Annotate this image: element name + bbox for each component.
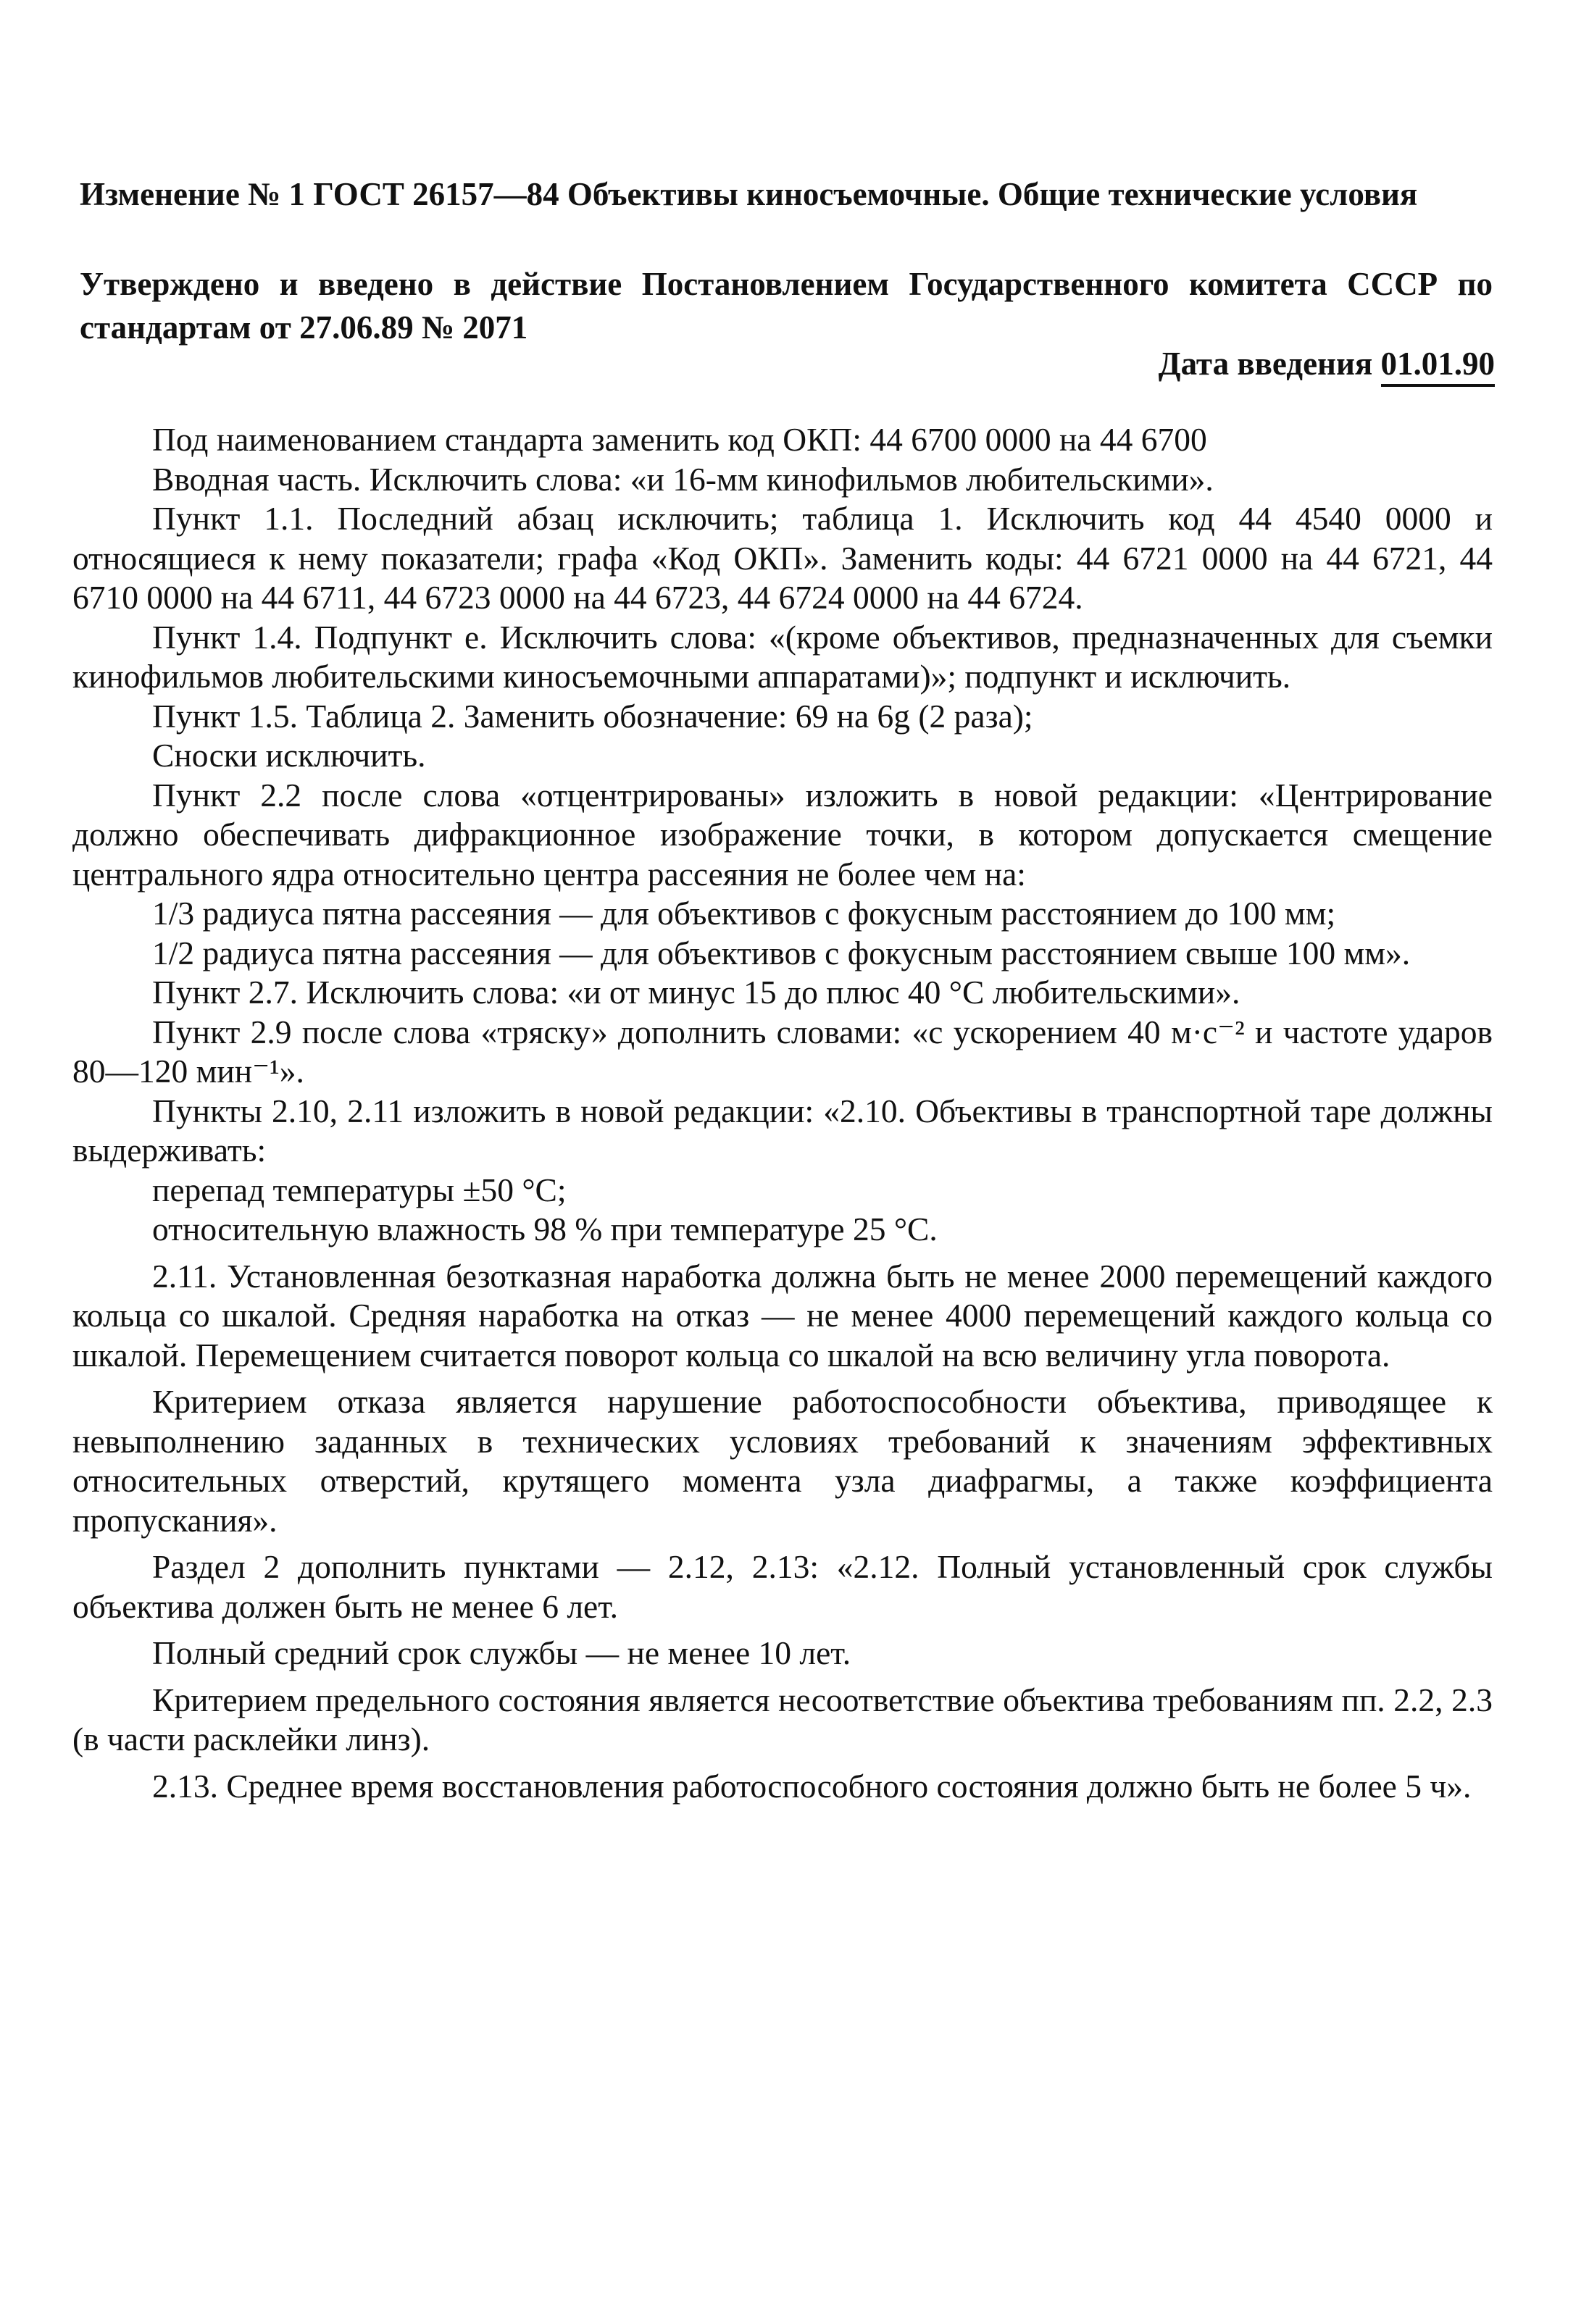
effective-date (1159, 342, 1495, 388)
paragraph: Критерием предельного состояния является несоответствие объектива требованиям пп. 2.2, 2.3 (в части расклейки линз). (72, 1681, 1493, 1757)
paragraph: Критерием отказа является нарушение работоспособности объектива, приводящее к невыполнению заданных в технических условиях требований к значениям эффективных относительных отверстий, крутящего момента узла диафрагмы, а также коэффициента пропускания». (72, 1383, 1493, 1539)
amendment-body (72, 420, 1493, 1806)
paragraph: Пункты 2.10, 2.11 изложить в новой редакции: «2.10. Объективы в транспортной таре должны выдерживать: (72, 1092, 1493, 1169)
paragraph: Вводная часть. Исключить слова: «и 16-мм кинофильмов любительскими». (152, 460, 1214, 498)
approval-statement: Утверждено и введено в действие Постановлением Государственного комитета СССР по стандартам от 27.06.89 № 2071 (80, 266, 1493, 346)
paragraph: Пункт 1.1. Последний абзац исключить; таблица 1. Исключить код 44 4540 0000 и относящиеся к нему показатели; графа «Код ОКП». Заменить коды: 44 6721 0000 на 44 6721, 44 6710 0000 на 44 6711, 44 6723 0000 на 44 6723, 44 6724 0000 на 44 6724. (72, 500, 1493, 616)
paragraph: перепад температуры ±50 °С; (152, 1171, 567, 1208)
paragraph: Пункт 2.7. Исключить слова: «и от минус 15 до плюс 40 °С любительскими». (152, 974, 1240, 1011)
paragraph: 2.13. Среднее время восстановления работоспособного состояния должно быть не более 5 ч». (152, 1767, 1472, 1805)
paragraph: Пункт 2.9 после слова «тряску» дополнить словами: «с ускорением 40 м·с⁻² и частоте ударов 80—120 мин⁻¹». (72, 1013, 1493, 1090)
effective-date-value: 01.01.90 (1381, 343, 1496, 387)
paragraph: Полный средний срок службы — не менее 10 лет. (152, 1634, 851, 1671)
effective-date-label: Дата введения (1158, 346, 1373, 382)
paragraph: Под наименованием стандарта заменить код ОКП: 44 6700 0000 на 44 6700 (152, 421, 1207, 458)
paragraph: 1/2 радиуса пятна рассеяния — для объективов с фокусным расстоянием свыше 100 мм». (152, 934, 1411, 971)
paragraph: Пункт 2.2 после слова «отцентрированы» изложить в новой редакции: «Центрирование должно обеспечивать дифракционное изображение точки, в котором допускается смещение центрального ядра относительно центра рассеяния не более чем на: (72, 776, 1493, 893)
paragraph: Раздел 2 дополнить пунктами — 2.12, 2.13: «2.12. Полный установленный срок службы объектива должен быть не менее 6 лет. (72, 1548, 1493, 1625)
paragraph: 1/3 радиуса пятна рассеяния — для объективов с фокусным расстоянием до 100 мм; (152, 895, 1336, 932)
paragraph: Пункт 1.4. Подпункт е. Исключить слова: «(кроме объективов, предназначенных для съемки кинофильмов любительскими киносъемочными аппаратами)»; подпункт и исключить. (72, 618, 1493, 695)
paragraph: Пункт 1.5. Таблица 2. Заменить обозначение: 69 на 6g (2 раза); (152, 697, 1033, 735)
paragraph: Сноски исключить. (152, 737, 426, 774)
paragraph: относительную влажность 98 % при температуре 25 °С. (152, 1211, 938, 1247)
amendment-title: Изменение № 1 ГОСТ 26157—84 Объективы киносъемочные. Общие технические условия (80, 176, 1418, 212)
paragraph: 2.11. Установленная безотказная наработка должна быть не менее 2000 перемещений каждого кольца со шкалой. Средняя наработка на отказ — не менее 4000 перемещений каждого кольца со шкалой. Перемещением считается поворот кольца со шкалой на всю величину угла поворота. (72, 1257, 1493, 1374)
